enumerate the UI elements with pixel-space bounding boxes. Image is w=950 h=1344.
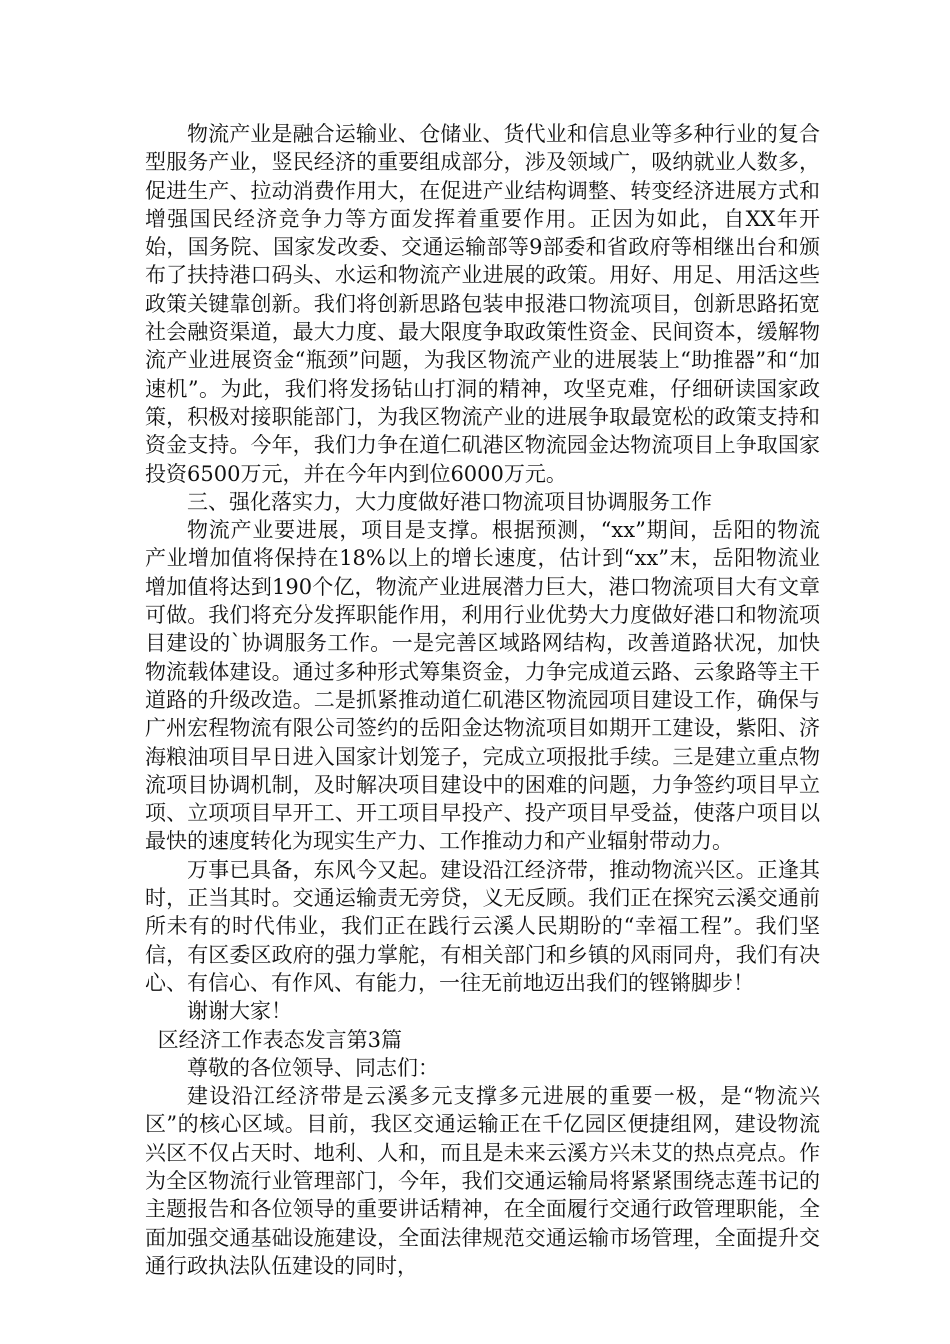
document-page bbox=[145, 120, 820, 1280]
paragraph-economic-belt: 建设沿江经济带是云溪多元支撑多元进展的重要一极，是“物流兴区”的核心区域。目前，我区交通运输正在千亿园区便捷组网，建设物流兴区不仅占天时、地利、人和，而且是未来云溪方兴未艾的热点亮点。作为全区物流行业管理部门，今年，我们交通运输局将紧紧围绕志莲书记的主题报告和各位领导的重要讲话精神，在全面履行交通行政管理职能，全面加强交通基础设施建设，全面法律规范交通运输市场管理，全面提升交通行政执法队伍建设的同时， bbox=[145, 1084, 820, 1278]
salutation: 尊敬的各位领导、同志们： bbox=[187, 1055, 439, 1080]
paragraph-logistics-policy: 物流产业是融合运输业、仓储业、货代业和信息业等多种行业的复合型服务产业，竖民经济的重要组成部分，涉及领域广，吸纳就业人数多，促进生产、拉动消费作用大，在促进产业结构调整、转变经济进展方式和增强国民经济竞争力等方面发挥着重要作用。正因为如此，自XX年开始，国务院、国家发改委、交通运输部等9部委和省政府等相继出台和颁布了扶持港口码头、水运和物流产业进展的政策。用好、用足、用活这些政策关键靠创新。我们将创新思路包装申报港口物流项目，创新思路拓宽社会融资渠道，最大力度、最大限度争取政策性资金、民间资本，缓解物流产业进展资金“瓶颈”问题，为我区物流产业的进展装上“助推器”和“加速机”。为此，我们将发扬钻山打洞的精神，攻坚克难，仔细研读国家政策，积极对接职能部门，为我区物流产业的进展争取最宽松的政策支持和资金支持。今年，我们力争在道仁矶港区物流园金达物流项目上争取国家投资6500万元，并在今年内到位6000万元。 bbox=[145, 122, 820, 486]
paragraph-project-support: 物流产业要进展，项目是支撑。根据预测，“xx”期间，岳阳的物流产业增加值将保持在18%以上的增长速度，估计到“xx”末，岳阳物流业增加值将达到190个亿，物流产业进展潜力巨大，港口物流项目大有文章可做。我们将充分发挥职能作用，利用行业优势大力度做好港口和物流项目建设的`协调服务工作。一是完善区域路网结构，改善道路状况，加快物流载体建设。通过多种形式筹集资金，力争完成道云路、云象路等主干道路的升级改造。二是抓紧推动道仁矶港区物流园项目建设工作，确保与广州宏程物流有限公司签约的岳阳金达物流项目如期开工建设，紫阳、济海粮油项目早日进入国家计划笼子，完成立项报批手续。三是建立重点物流项目协调机制，及时解决项目建设中的困难的问题，力争签约项目早立项、立项项目早开工、开工项目早投产、投产项目早受益，使落户项目以最快的速度转化为现实生产力、工作推动力和产业辐射带动力。 bbox=[145, 518, 820, 854]
section-heading-three: 三、强化落实力，大力度做好港口物流项目协调服务工作 bbox=[187, 489, 712, 514]
thanks-line: 谢谢大家！ bbox=[187, 999, 292, 1024]
article-title: 区经济工作表态发言第3篇 bbox=[157, 1027, 402, 1052]
paragraph-conclusion: 万事已具备，东风今又起。建设沿江经济带，推动物流兴区。正逢其时，正当其时。交通运输责无旁贷，义无反顾。我们正在探究云溪交通前所未有的时代伟业，我们正在践行云溪人民期盼的“幸福工程”。我们坚信，有区委区政府的强力掌舵，有相关部门和乡镇的风雨同舟，我们有决心、有信心、有作风、有能力，一往无前地迈出我们的铿锵脚步！ bbox=[145, 857, 820, 995]
